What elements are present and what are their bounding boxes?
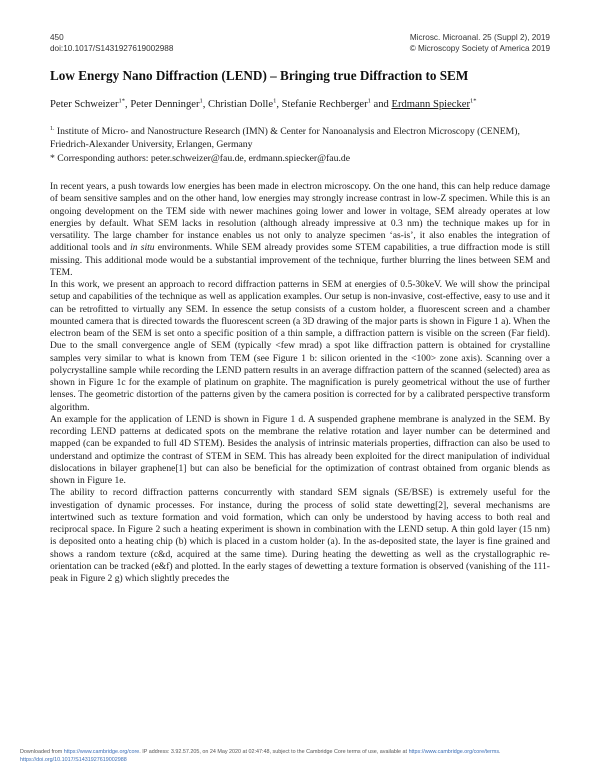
author-name: Peter Denninger (130, 99, 200, 110)
copyright-notice: © Microscopy Society of America 2019 (409, 44, 550, 53)
author-affiliation-marker: 1 (199, 97, 203, 105)
terms-link[interactable]: https://www.cambridge.org/core/terms (408, 749, 500, 755)
author-affiliation-marker: 1 (273, 97, 277, 105)
affiliation-line (50, 125, 550, 152)
running-header-right (410, 32, 550, 54)
doi-link[interactable]: https://doi.org/10.1017/S1431927619002988 (20, 756, 127, 763)
running-header-left (50, 32, 173, 54)
footer-text: Downloaded from (20, 749, 64, 755)
footer-text: . IP address: 3.92.57.205, on 24 May 2020 at 02:47:48, subject to the Cambridge Core terms of use, available at (139, 749, 409, 755)
author-conjunction: and (373, 99, 389, 110)
body-paragraph: The ability to record diffraction patterns concurrently with standard SEM signals (SE/BSE) is extremely useful for the investigation of dynamic processes. For instance, during the process of solid state dewetting[2], several mechanisms are intertwined such as texture formation and void formation, which can only be understood by having access to both real and reciprocal space. In Figure 2 such a heating experiment is shown in combination with the LEND setup. A thin gold layer (15 nm) is deposited onto a heating chip (b) which is placed in a custom holder (a). In the as-deposited state, the layer is fine grained and shows a random texture (c&d, acquired at the same time). During heating the dewetting as well as the crystallographic re-orientation can be tracked (e&f) and plotted. In the early stages of dewetting a texture formation is observed (vanishing of the 111-peak in Figure 2 g) which slightly precedes the (50, 487, 550, 584)
author-name: Christian Dolle (208, 99, 274, 110)
paper-title: Low Energy Nano Diffraction (LEND) – Bringing true Diffraction to SEM (50, 68, 469, 83)
affiliation-marker: 1. (50, 125, 55, 132)
affiliation-text: Institute of Micro- and Nanostructure Research (IMN) & Center for Nanoanalysis and Electron Microscopy (CENEM), Friedrich-Alexander University, Erlangen, Germany (50, 126, 520, 151)
download-footer (20, 749, 580, 764)
author-affiliation-marker: 1 (367, 97, 371, 105)
author-affiliation-marker: 1* (118, 97, 126, 105)
footer-text: . (499, 749, 501, 755)
author-name: Stefanie Rechberger (281, 99, 368, 110)
corresponding-authors: * Corresponding authors: peter.schweizer@fau.de, erdmann.spiecker@fau.de (50, 152, 351, 164)
paper-body (50, 181, 550, 585)
doi-text: doi:10.1017/S1431927619002988 (50, 44, 174, 53)
paragraph-text: environments. While SEM already provides some STEM capabilities, a true diffraction mode is still missing. This additional mode would be a substantial improvement of the technique, further blurring the lines between SEM and TEM. (50, 242, 550, 278)
body-paragraph: An example for the application of LEND is shown in Figure 1 d. A suspended graphene membrane is analyzed in the SEM. By recording LEND patterns at dedicated spots on the membrane the relative rotation and layer number can be determined and mapped (can be expanded to full 4D STEM). Besides the analysis of intrinsic materials properties, diffraction can also be used to understand and optimize the contrast of STEM in SEM. This has already been exploited for the direct manipulation of individual dislocations in bilayer graphene[1] but can also be beneficial for the optimization of contrast obtained from organic blends as shown in Figure 1e. (50, 413, 550, 486)
author-affiliation-marker: 1* (470, 97, 477, 105)
author-name: Peter Schweizer (50, 99, 119, 110)
italic-term: in situ (130, 242, 155, 254)
author-list: Peter Schweizer$^{1*}$, Peter Denninger$^1$, Christian Dolle$^1$, Stefanie Rechberger$^1$ and Erdmann Spiecker$^{1*}$ (50, 97, 477, 110)
paragraph-text: In recent years, a push towards low energies has been made in electron microscopy. On the one hand, this can help reduce damage of beam sensitive samples and on the other hand, low energies may strongly increase contrast in low-Z specimen. While this is an ongoing development on the TEM side with newer machines going lower and lower in voltage, SEM already operates at low energies by default. What SEM lacks in resolution (although already impressive at 0.3 nm) the technique makes up for in versatility. The large chamber for instance enables us not only to analyze specimen ‘as-is’, it also enables the integration of additional tools and (50, 181, 550, 254)
affiliation-block (50, 125, 550, 165)
presenting-author-name: Erdmann Spiecker (391, 99, 471, 110)
body-paragraph (50, 181, 550, 279)
page-number: 450 (50, 33, 64, 42)
journal-citation: Microsc. Microanal. 25 (Suppl 2), 2019 (409, 33, 550, 42)
cambridge-core-link[interactable]: https://www.cambridge.org/core (63, 749, 140, 755)
body-paragraph: In this work, we present an approach to record diffraction patterns in SEM at energies of 0.5-30keV. We will show the principal setup and capabilities of the technique as well as application examples. Our setup is non-invasive, cost-effective, easy to use and it can be retrofitted to virtually any SEM. In essence the setup consists of a custom holder, a fluorescent screen and a chamber mounted camera that is directed towards the fluorescent screen (a 3D drawing of the major parts is shown in Figure 1 a). When the electron beam of the SEM is set onto a specific position of a thin sample, a diffraction pattern is visible on the screen (Far field). Due to the small convergence angle of SEM (typically <few mrad) a spot like diffraction pattern is obtained for crystalline samples very similar to what is known from TEM (see Figure 1 b: silicon oriented in the <100> zone axis). Scanning over a polycrystalline sample while recording the LEND pattern results in an average diffraction pattern of the scanned (selected) area as shown in Figure 1c for the example of platinum on graphite. The magnification is purely geometrical without the use of further lenses. The geometric distortion of the patterns given by the camera position is corrected for by a calibrated perspective transform algorithm. (50, 279, 550, 413)
